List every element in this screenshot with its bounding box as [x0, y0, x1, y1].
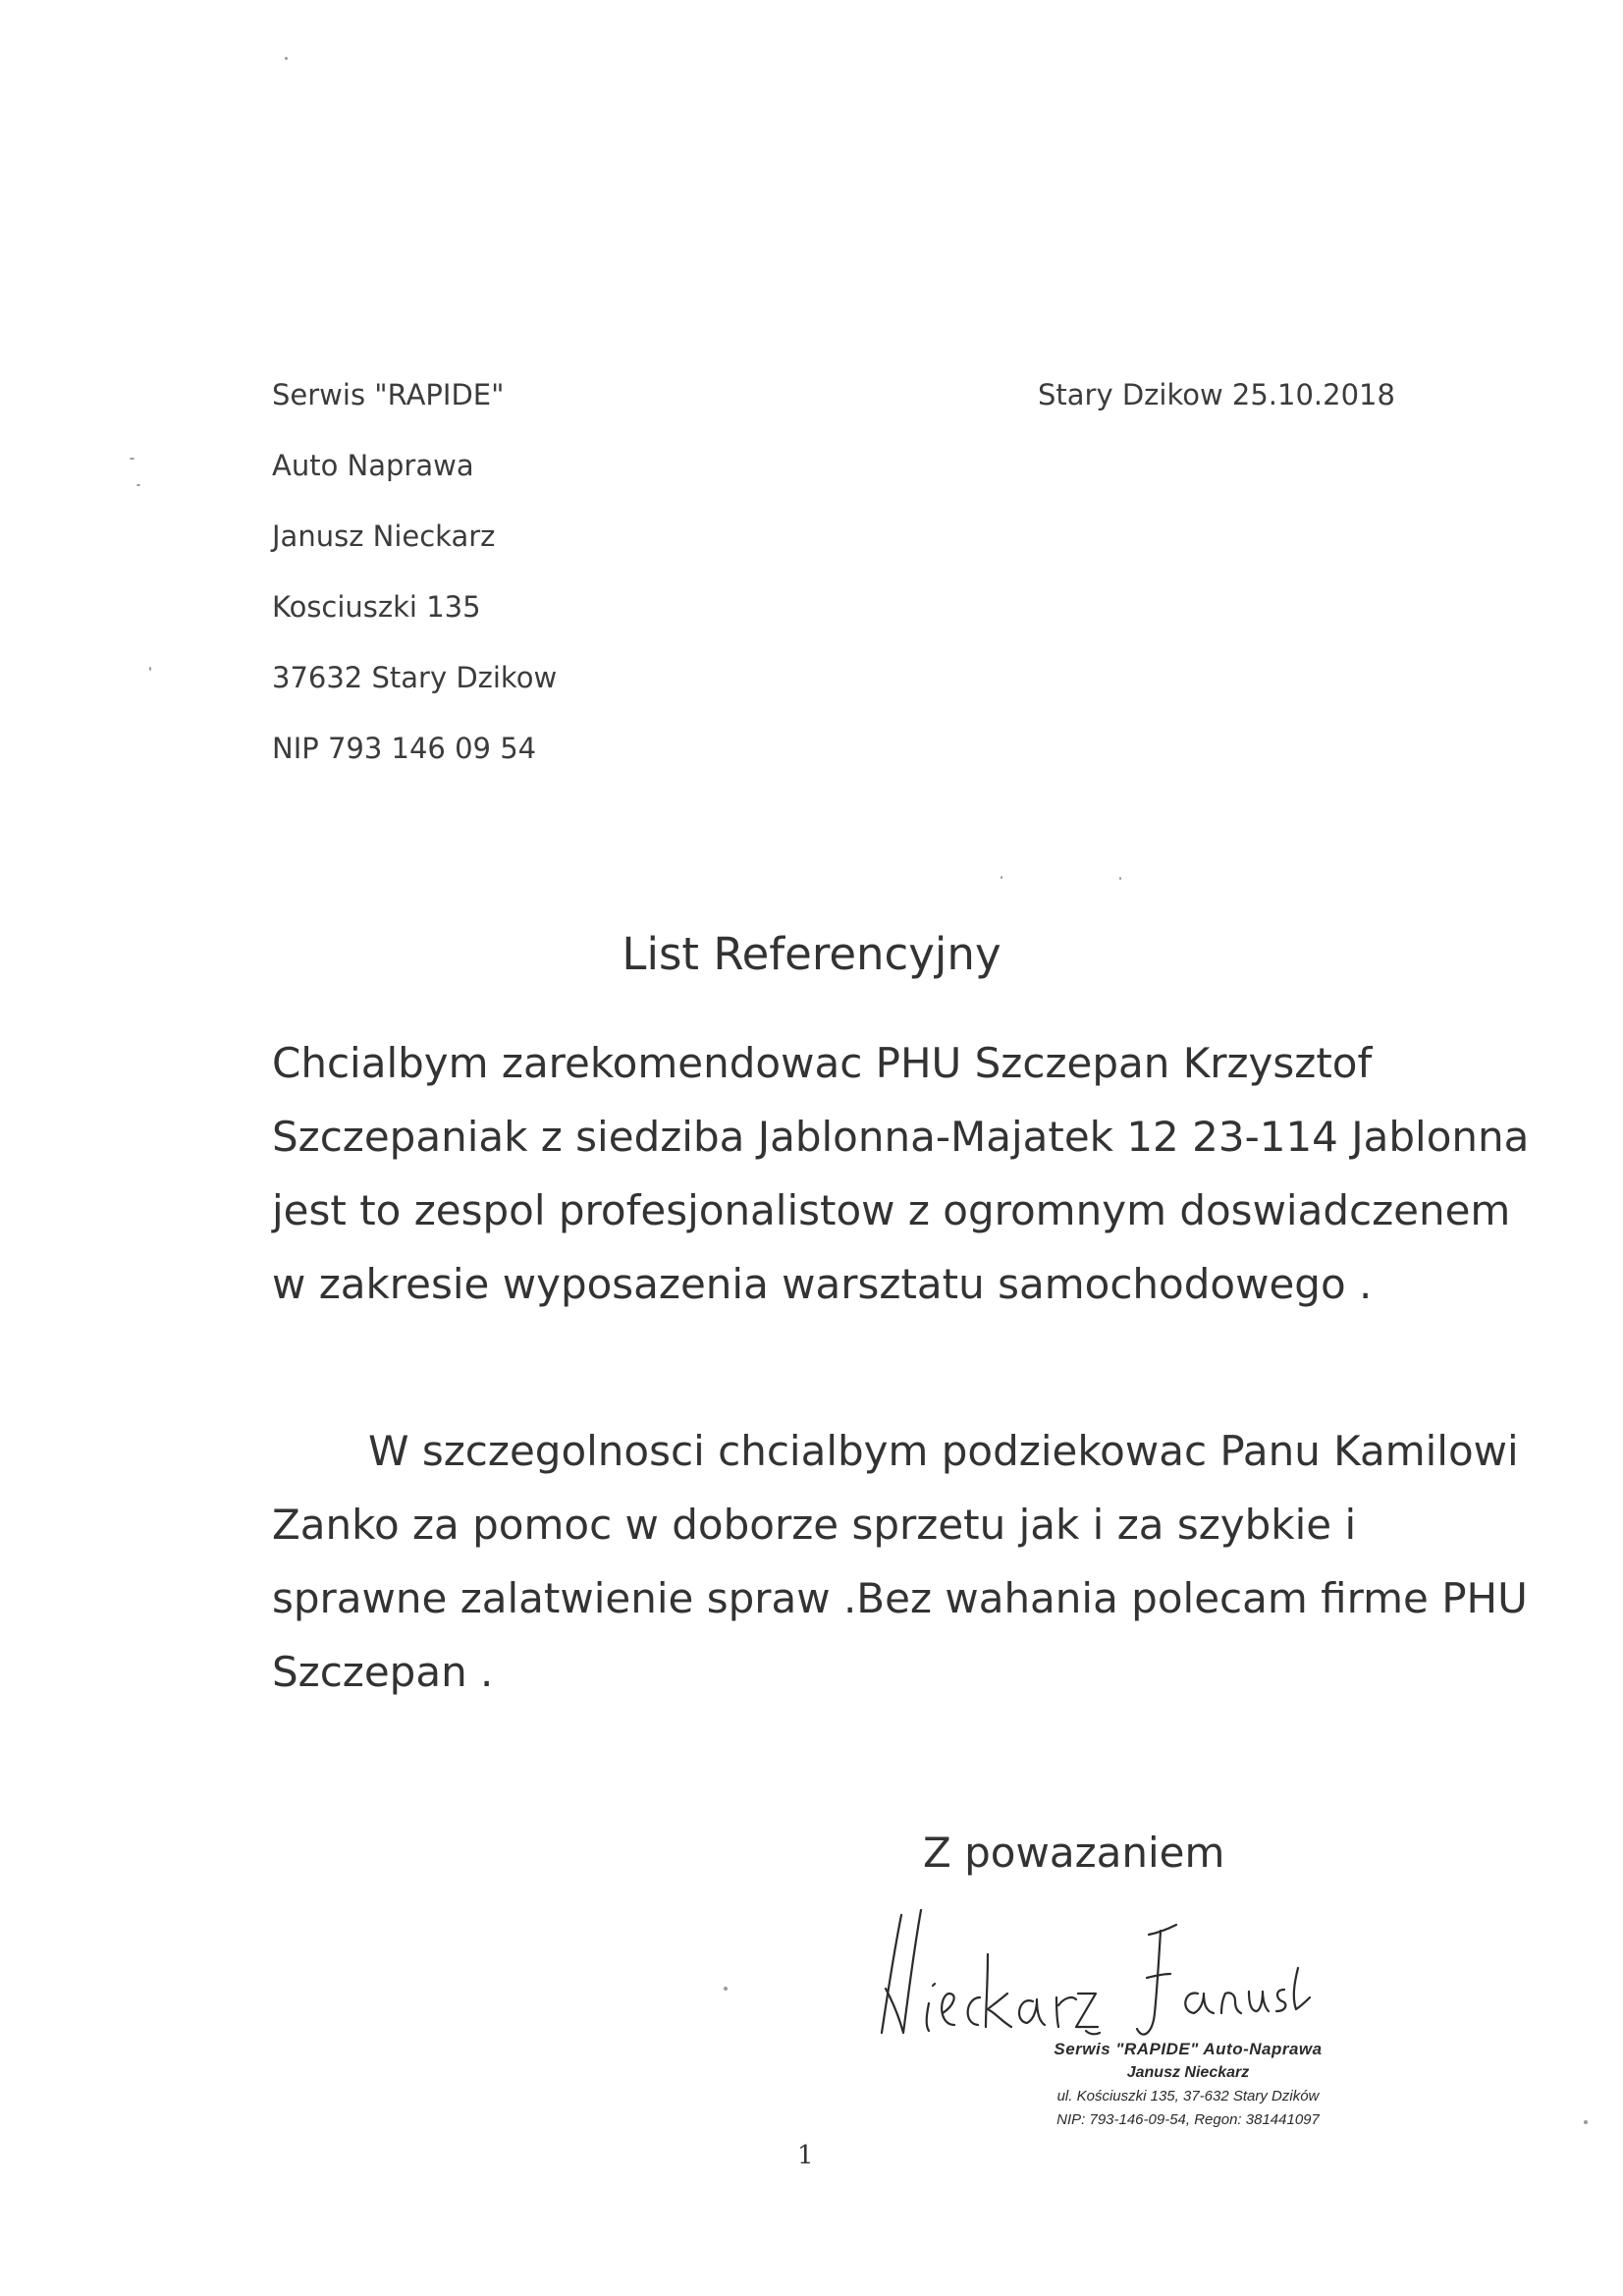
scan-speck	[130, 458, 135, 460]
stamp-owner-line: Janusz Nieckarz	[1126, 2064, 1250, 2081]
sender-address-block	[272, 371, 557, 795]
stamp-address-line: ul. Kościuszki 135, 37-632 Stary Dzików	[1056, 2088, 1320, 2105]
scan-speck	[136, 484, 140, 486]
closing-salutation: Z powazaniem	[923, 1829, 1225, 1877]
scan-speck	[724, 1987, 728, 1991]
scan-speck	[1584, 2120, 1588, 2124]
scan-speck	[285, 57, 288, 60]
sender-tax-id: NIP 793 146 09 54	[272, 732, 537, 765]
sender-city: 37632 Stary Dzikow	[272, 661, 558, 694]
letter-title: List Referencyjny	[622, 928, 1001, 980]
sender-company-name: Serwis "RAPIDE"	[272, 378, 505, 411]
page-number: 1	[797, 2141, 814, 2170]
scan-speck	[149, 667, 151, 671]
body-paragraph-1: Chcialbym zarekomendowac PHU Szczepan Krzysztof Szczepaniak z siedziba Jablonna-Majatek 12 23-114 Jablonna jest to zespol profesjonalistow z ogromnym doswiadczenem w zakresie wyposazenia warsztatu samochodowego .	[272, 1039, 1530, 1308]
body-paragraph-2: W szczegolnosci chcialbym podziekowac Panu Kamilowi Zanko za pomoc w doborze sprzetu jak i za szybkie i sprawne zalatwienie spraw .Bez wahania polecam firme PHU Szczepan .	[272, 1427, 1528, 1696]
scan-speck	[1001, 876, 1002, 879]
sender-company-type: Auto Naprawa	[272, 449, 474, 482]
stamp-company-line: Serwis "RAPIDE" Auto-Naprawa	[1054, 2040, 1323, 2058]
scan-speck	[1119, 877, 1121, 880]
company-stamp	[1001, 2038, 1375, 2132]
stamp-ids-line: NIP: 793-146-09-54, Regon: 381441097	[1056, 2111, 1320, 2128]
sender-street: Kosciuszki 135	[272, 590, 481, 624]
letter-date: Stary Dzikow 25.10.2018	[1038, 378, 1395, 411]
sender-owner-name: Janusz Nieckarz	[272, 519, 496, 553]
